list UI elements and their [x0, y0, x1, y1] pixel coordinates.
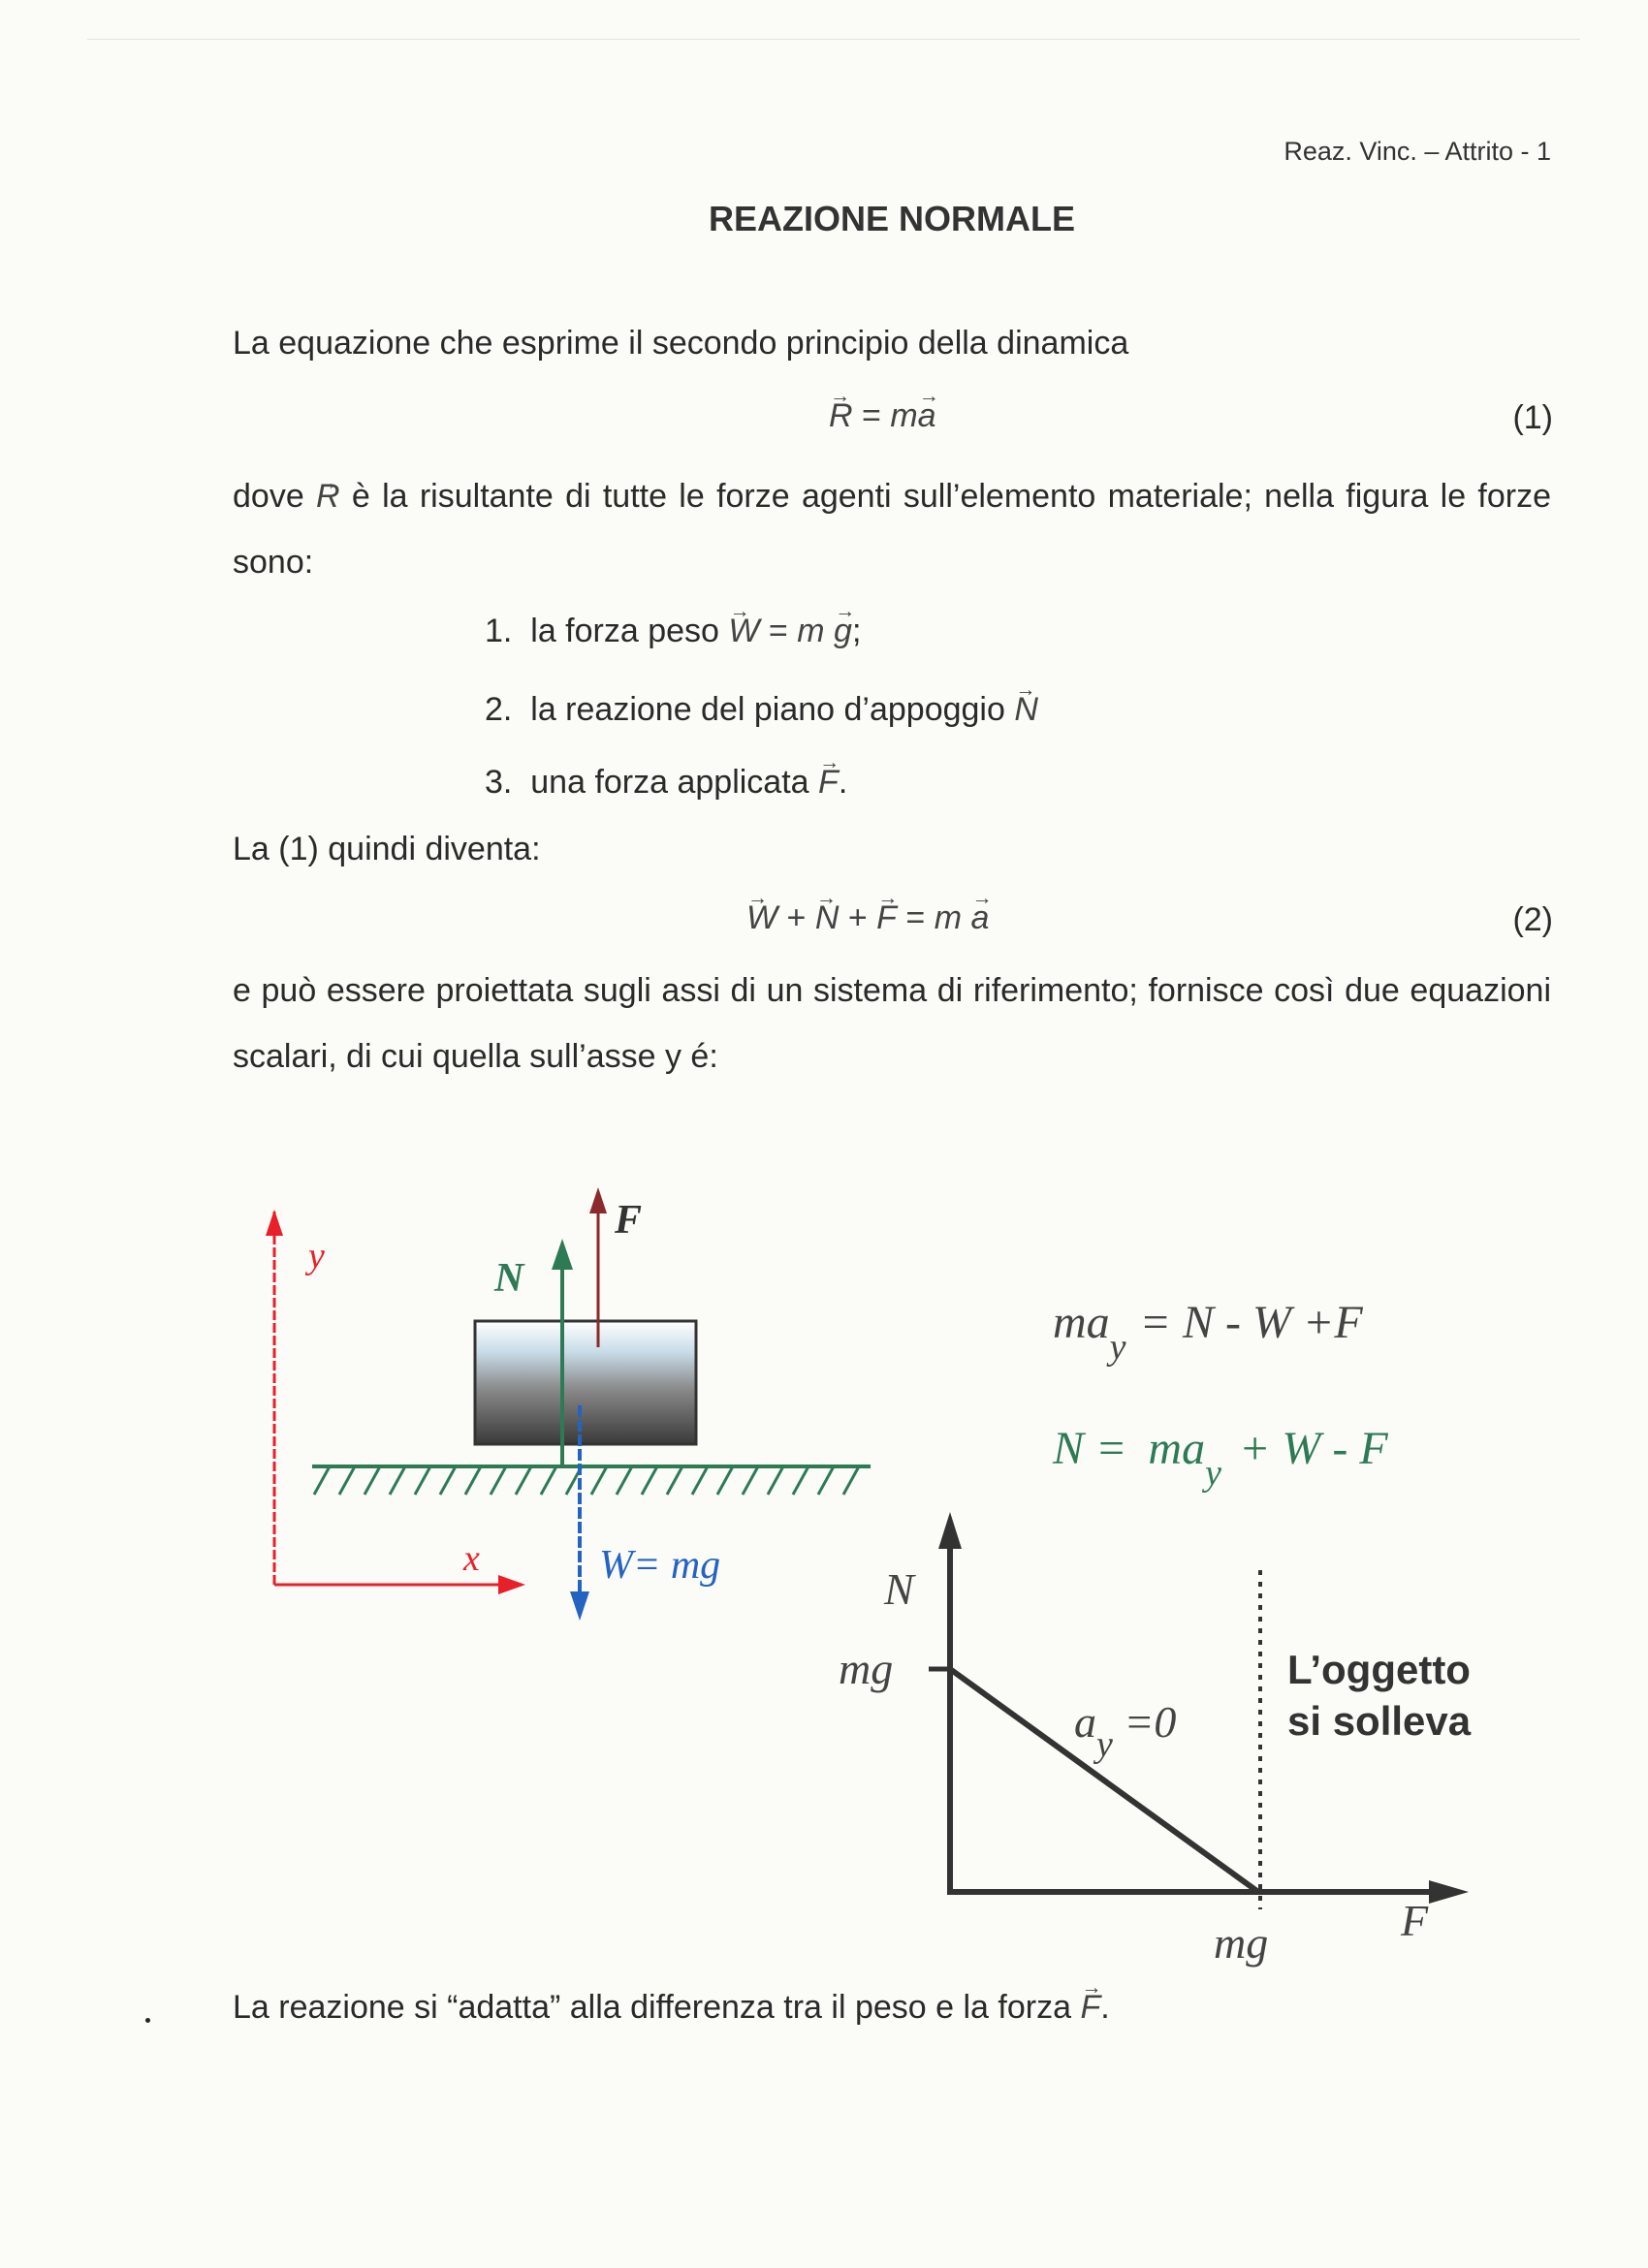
page-header: Reaz. Vinc. – Attrito - 1: [1284, 137, 1551, 166]
hatch-mark: [743, 1466, 758, 1495]
label-F: F: [615, 1198, 643, 1243]
graph-line-label: $a_y =0$: [1074, 1697, 1177, 1765]
hatch-mark: [415, 1466, 430, 1495]
hatch-mark: [364, 1466, 380, 1495]
hatch-mark: [541, 1466, 556, 1495]
axis-x-label: x: [463, 1538, 480, 1579]
eq1-R: → R: [829, 397, 853, 435]
hatch-mark: [591, 1466, 607, 1495]
block: [475, 1321, 696, 1444]
hatch-mark: [465, 1466, 481, 1495]
equation-2: → W + → N + → F = m → a: [746, 899, 989, 937]
hatch-mark: [667, 1466, 682, 1495]
graph-line-N-vs-F: [950, 1669, 1258, 1892]
paragraph-projection: e può essere proiettata sugli assi di un sistema di riferimento; fornisce così due equazioni scalari, di cui quella sull’asse y é:: [233, 972, 1551, 1075]
text-la1: La (1) quindi diventa:: [233, 831, 541, 867]
graph-y-label: N: [884, 1564, 914, 1614]
stray-dot: [145, 2018, 150, 2023]
hatch-mark: [617, 1466, 632, 1495]
page-title: REAZIONE NORMALE: [709, 199, 1075, 238]
equation-1: → R = m→ a: [829, 397, 936, 435]
hatch-mark: [768, 1466, 783, 1495]
list-item: 3. una forza applicata → F.: [485, 764, 847, 802]
final-sentence: La reazione si “adatta” alla differenza tra il peso e la forza → F.: [233, 1989, 1110, 2027]
hatch-mark: [440, 1466, 456, 1495]
hatch-mark: [818, 1466, 834, 1495]
intro-text: La equazione che esprime il secondo principio della dinamica: [233, 325, 1129, 362]
hatch-mark: [717, 1466, 733, 1495]
axis-y-label: y: [308, 1236, 325, 1276]
graph-y-tick: mg: [839, 1644, 894, 1693]
note-lift-line2: si solleva: [1287, 1698, 1472, 1744]
graph-x-label: F: [1401, 1896, 1429, 1945]
hatch-mark: [390, 1466, 405, 1495]
r-symbol: → R: [316, 463, 340, 529]
hatch-mark: [491, 1466, 506, 1495]
equation-1-number: (1): [1512, 399, 1553, 436]
hatch-mark: [314, 1466, 330, 1495]
hatch-mark: [843, 1466, 859, 1495]
list-item: 2. la reazione del piano d’appoggio → N: [485, 691, 1038, 729]
scan-top-edge: [87, 39, 1580, 40]
paragraph-dove: dove → R è la risultante di tutte le forze agenti sull’elemento materiale; nella figura le forze sono:: [233, 463, 1551, 595]
ground-surface: [312, 1466, 871, 1495]
hatch-mark: [339, 1466, 355, 1495]
label-W: W= mg: [599, 1543, 721, 1588]
equation-2-number: (2): [1512, 901, 1553, 938]
hatch-mark: [642, 1466, 657, 1495]
hatch-mark: [516, 1466, 531, 1495]
hatch-mark: [793, 1466, 808, 1495]
note-lift-line1: L’oggetto: [1287, 1647, 1471, 1692]
list-item: 1. la forza peso → W = m → g;: [485, 613, 861, 650]
force-diagram: [0, 1144, 1648, 2016]
hatch-mark: [692, 1466, 708, 1495]
label-N: N: [494, 1256, 524, 1301]
equation-may: $ma_y = N - W +F$: [1053, 1297, 1363, 1368]
graph-x-tick: mg: [1214, 1918, 1269, 1968]
equation-N: $N = ma_y + W - F$: [1053, 1423, 1388, 1494]
